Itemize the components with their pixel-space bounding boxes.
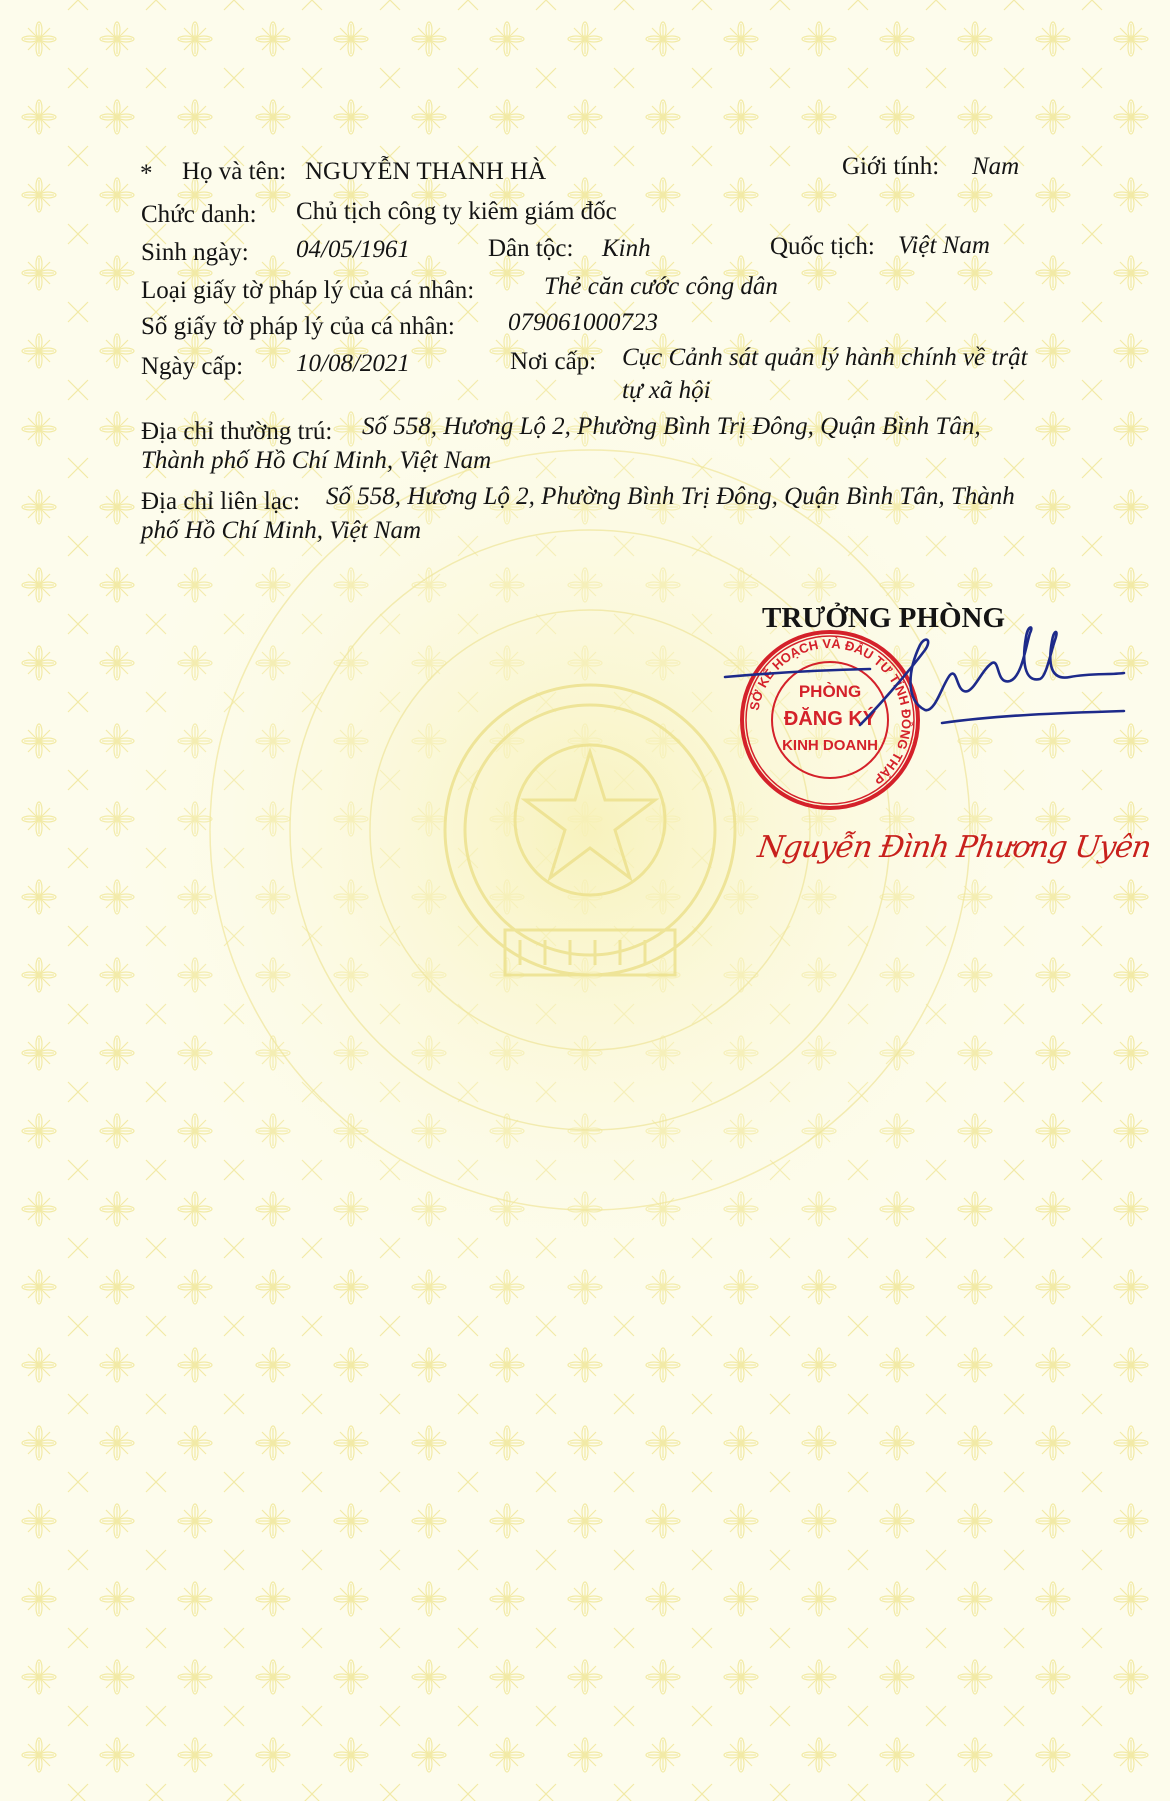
- issue-place-line2: tự xã hội: [622, 377, 711, 404]
- contact-address-label: Địa chỉ liên lạc:: [141, 488, 300, 515]
- signatory-position: TRƯỞNG PHÒNG: [762, 602, 1006, 634]
- id-number-label: Số giấy tờ pháp lý của cá nhân:: [141, 313, 455, 340]
- gender-label: Giới tính:: [842, 153, 940, 180]
- name-label: Họ và tên:: [182, 158, 287, 185]
- permanent-address-line1: Số 558, Hương Lộ 2, Phường Bình Trị Đông, Quận Bình Tân,: [362, 413, 981, 440]
- title-label: Chức danh:: [141, 201, 257, 228]
- permanent-address-line2: Thành phố Hồ Chí Minh, Việt Nam: [141, 447, 492, 474]
- permanent-address-label: Địa chỉ thường trú:: [141, 418, 333, 445]
- stamp-line-3: KINH DOANH: [782, 737, 878, 754]
- bullet-marker: *: [140, 160, 153, 187]
- dob-value: 04/05/1961: [296, 236, 410, 263]
- ethnicity-value: Kinh: [602, 235, 651, 262]
- dob-label: Sinh ngày:: [141, 239, 249, 266]
- id-type-value: Thẻ căn cước công dân: [544, 273, 778, 300]
- id-number-value: 079061000723: [508, 309, 658, 336]
- stamp-line-2: ĐĂNG KÝ: [783, 708, 877, 730]
- contact-address-line1: Số 558, Hương Lộ 2, Phường Bình Trị Đông, Quận Bình Tân, Thành: [326, 483, 1015, 510]
- gender-value: Nam: [972, 153, 1020, 180]
- nationality-value: Việt Nam: [898, 232, 990, 259]
- issue-date-label: Ngày cấp:: [141, 353, 244, 380]
- signer-name: Nguyễn Đình Phương Uyên: [755, 830, 1153, 865]
- contact-address-line2: phố Hồ Chí Minh, Việt Nam: [141, 517, 422, 544]
- id-type-label: Loại giấy tờ pháp lý của cá nhân:: [141, 277, 475, 304]
- handwritten-signature: [710, 615, 1130, 755]
- nationality-label: Quốc tịch:: [770, 233, 875, 260]
- title-value: Chủ tịch công ty kiêm giám đốc: [296, 198, 617, 225]
- stamp-line-1: PHÒNG: [798, 682, 862, 701]
- name-value: NGUYỄN THANH HÀ: [305, 158, 547, 185]
- ethnicity-label: Dân tộc:: [488, 235, 574, 262]
- stamp-ring-text: SỞ KẾ HOẠCH VÀ ĐẦU TƯ TỈNH ĐỒNG THÁP: [746, 635, 915, 788]
- issue-place-label: Nơi cấp:: [510, 348, 597, 375]
- issue-date-value: 10/08/2021: [296, 350, 410, 377]
- issue-place-line1: Cục Cảnh sát quản lý hành chính về trật: [622, 344, 1028, 371]
